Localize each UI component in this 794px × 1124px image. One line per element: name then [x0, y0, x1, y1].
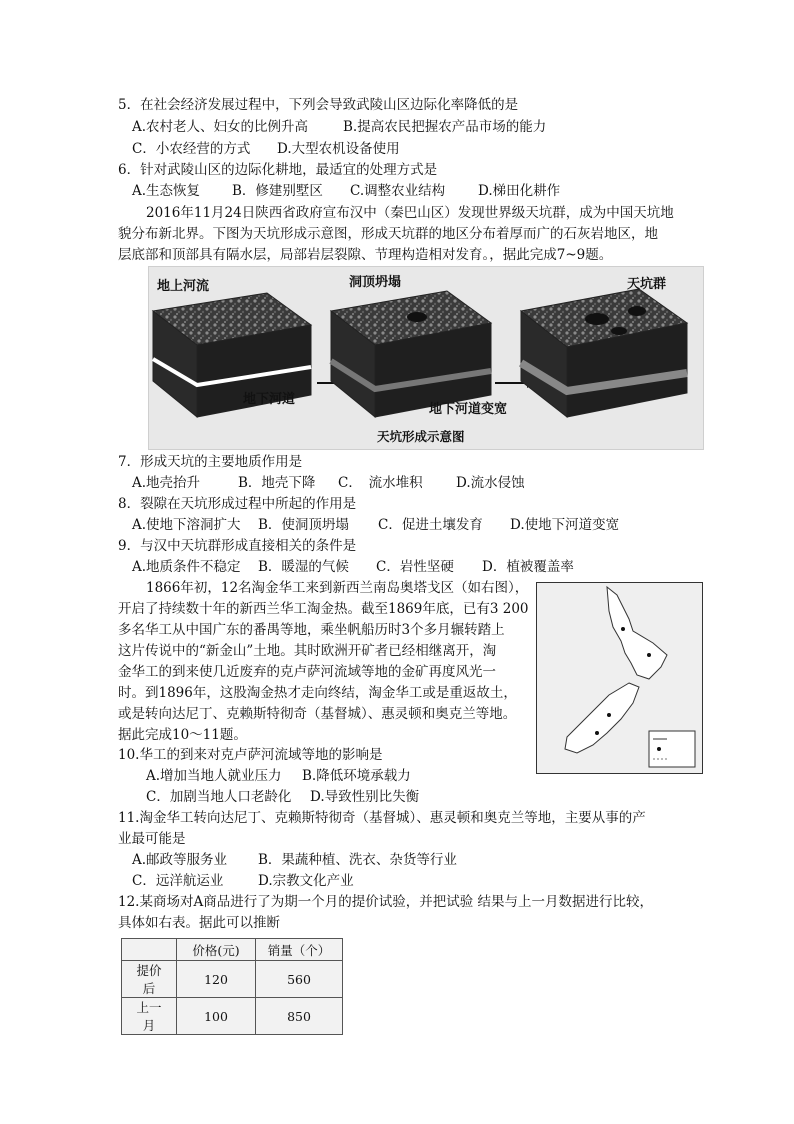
table-row [122, 961, 343, 998]
price-sales-table [121, 938, 343, 1035]
karst-figure-svg [149, 267, 703, 449]
passage2-line-3: 多名华工从中国广东的番禺等地，乘坐帆船历时3个多月辗转踏上 [118, 622, 505, 638]
q10-stem: 10.华工的到来对克卢萨河流域等地的影响是 [118, 747, 383, 763]
q9-option-b: B．暖湿的气候 [258, 559, 349, 575]
q9-option-c: C．岩性坚硬 [376, 559, 454, 575]
label-cave-collapse: 洞顶坍塌 [349, 275, 402, 290]
q8-option-c: C．促进土壤发育 [378, 517, 483, 533]
q11-stem-line-2: 业最可能是 [118, 831, 186, 847]
q9-option-a: A.地质条件不稳定 [132, 559, 241, 575]
passage2-line-4: 这片传说中的“新金山”土地。其时欧洲开矿者已经相继离开，淘 [118, 643, 497, 659]
passage1-line-3: 层底部和顶部具有隔水层，局部岩层裂隙、节理构造相对发育。，据此完成7~9题。 [118, 247, 613, 263]
q6-option-c: C.调整农业结构 [350, 183, 446, 199]
q8-option-b: B．使洞顶坍塌 [258, 517, 349, 533]
q7-option-d: D.流水侵蚀 [456, 475, 525, 491]
passage2-line-1: 1866年初，12名淘金华工来到新西兰南岛奥塔戈区（如右图）， [146, 580, 529, 596]
q5-option-b: B.提高农民把握农产品市场的能力 [343, 119, 547, 135]
q9-stem: 9．与汉中天坑群形成直接相关的条件是 [118, 538, 357, 554]
q12-stem-line-1: 12.某商场对A商品进行了为期一个月的提价试验，并把试验 结果与上一月数据进行比较， [118, 894, 654, 910]
new-zealand-map-svg [537, 583, 702, 773]
q11-option-d: D.宗教文化产业 [258, 873, 354, 889]
q5-stem: 5．在社会经济发展过程中，下列会导致武陵山区边际化率降低的是 [118, 97, 519, 113]
q12-stem-line-2: 具体如右表。据此可以推断 [118, 915, 280, 931]
table-cell: 100 [177, 998, 256, 1035]
karst-formation-figure [148, 266, 704, 450]
label-tiankeng-group: 天坑群 [627, 277, 667, 292]
table-cell: 上一月 [122, 998, 177, 1035]
q6-option-d: D.梯田化耕作 [478, 183, 561, 199]
table-header-cell: 销量（个） [256, 939, 343, 961]
q7-option-a: A.地壳抬升 [132, 475, 201, 491]
passage1-line-1: 2016年11月24日陕西省政府宣布汉中（秦巴山区）发现世界级天坑群，成为中国天坑地 [146, 205, 674, 221]
q6-option-a: A.生态恢复 [132, 183, 201, 199]
passage2-line-5: 金华工的到来使几近废弃的克卢萨河流域等地的金矿再度风光一 [118, 664, 496, 680]
q8-stem: 8．裂隙在天坑形成过程中所起的作用是 [118, 496, 357, 512]
q10-option-d: D.导致性别比失衡 [310, 789, 420, 805]
q8-option-d: D.使地下河道变宽 [510, 517, 620, 533]
passage1-line-2: 貌分布新北界。下图为天坑形成示意图，形成天坑群的地区分布着厚而广的石灰岩地区，地 [118, 226, 658, 242]
q11-option-c: C．远洋航运业 [132, 873, 224, 889]
label-widened-river: 地下河道变宽 [429, 402, 508, 417]
q5-option-c: C．小农经营的方式 [132, 141, 251, 157]
q6-option-b: B．修建别墅区 [232, 183, 323, 199]
q8-option-a: A.使地下溶洞扩大 [132, 517, 241, 533]
new-zealand-map [536, 582, 703, 774]
figure-caption: 天坑形成示意图 [377, 429, 465, 444]
table-header-cell: 价格(元) [177, 939, 256, 961]
passage2-line-7: 或是转向达尼丁、克赖斯特彻奇（基督城）、惠灵顿和奥克兰等地。 [118, 706, 517, 722]
passage2-line-6: 时。到1896年，这股淘金热才走向终结，淘金华工或是重返故土， [118, 685, 517, 701]
passage2-line-2: 开启了持续数十年的新西兰华工淘金热。截至1869年底，已有3 200 [118, 601, 529, 617]
q10-option-c: C．加剧当地人口老龄化 [146, 789, 292, 805]
karst-block-3 [521, 289, 687, 417]
q9-option-d: D．植被覆盖率 [482, 559, 574, 575]
label-underground-river: 地下河道 [243, 392, 296, 407]
q5-option-a: A.农村老人、妇女的比例升高 [132, 119, 309, 135]
table-cell: 120 [177, 961, 256, 998]
q7-option-b: B．地壳下降 [238, 475, 316, 491]
q5-option-d: D.大型农机设备使用 [277, 141, 400, 157]
label-surface-river: 地上河流 [157, 279, 210, 294]
table-cell: 提价后 [122, 961, 177, 998]
q10-option-b: B.降低环境承载力 [302, 768, 411, 784]
q11-option-a: A.邮政等服务业 [132, 852, 228, 868]
table-row [122, 998, 343, 1035]
q7-option-c: C． 流水堆积 [338, 475, 423, 491]
q11-option-b: B．果蔬种植、洗衣、杂货等行业 [258, 852, 457, 868]
q10-option-a: A.增加当地人就业压力 [146, 768, 282, 784]
q7-stem: 7．形成天坑的主要地质作用是 [118, 454, 303, 470]
q11-stem-line-1: 11.淘金华工转向达尼丁、克赖斯特彻奇（基督城）、惠灵顿和奥克兰等地，主要从事的产 [118, 810, 646, 826]
table-header-row [122, 939, 343, 961]
table-header-cell [122, 939, 177, 961]
table-cell: 560 [256, 961, 343, 998]
q6-stem: 6．针对武陵山区的边际化耕地，最适宜的处理方式是 [118, 162, 438, 178]
passage2-line-8: 据此完成10～11题。 [118, 727, 247, 743]
table-cell: 850 [256, 998, 343, 1035]
